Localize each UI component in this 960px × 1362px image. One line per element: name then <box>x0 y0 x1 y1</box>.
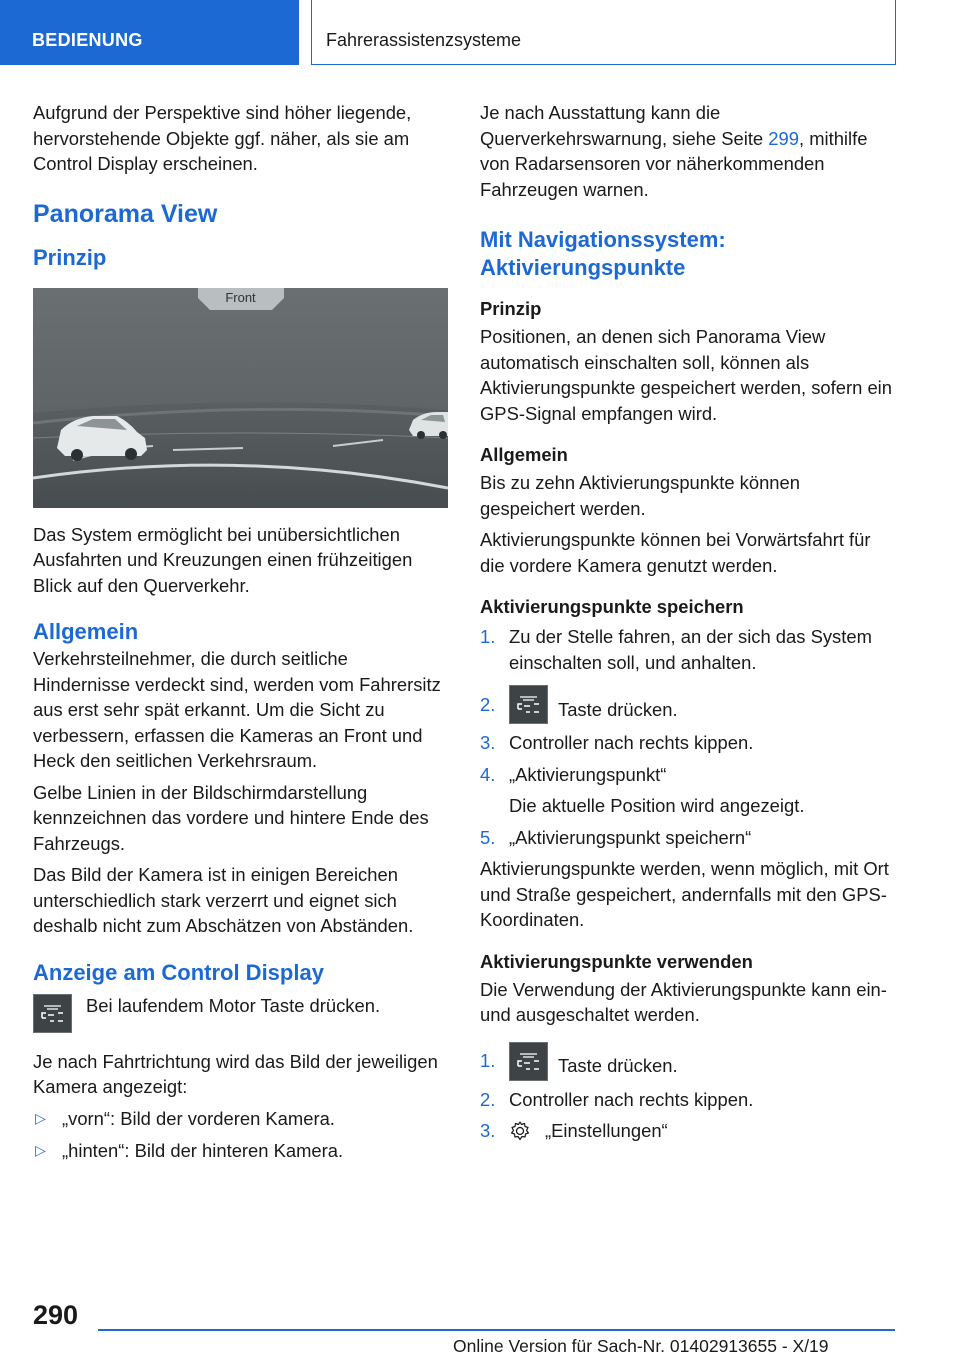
step-number: 4. <box>480 763 496 785</box>
list-item <box>480 825 895 851</box>
right-column <box>480 100 895 1144</box>
general-heading: Allgemein <box>480 444 568 465</box>
general-paragraph-2: Aktivierungspunkte können bei Vorwärtsfahrt für die vordere Kamera genutzt werden. <box>480 529 871 576</box>
step-text: Taste drücken. <box>558 1055 678 1077</box>
panorama-view-key-icon <box>509 1042 548 1081</box>
display-paragraph: Je nach Fahrtrichtung wird das Bild der jeweiligen Kamera angezeigt: <box>33 1050 438 1097</box>
header-section-label: BEDIENUNG <box>32 30 143 50</box>
header-section-tab <box>0 0 299 65</box>
step-number: 1. <box>480 626 496 647</box>
step-4-result: Die aktuelle Position wird angezeigt. <box>509 795 805 816</box>
intro-paragraph: Aufgrund der Perspektive sind höher liegende, hervorstehende Objekte ggf. näher, als sie am Control Display erscheinen. <box>33 102 412 174</box>
step-number: 1. <box>480 1050 496 1072</box>
principle-text: Positionen, an denen sich Panorama View automatisch einschalten soll, können als Aktivierungspunkte gespeichert werden, sofern ein GPS-Signal empfangen wird. <box>480 326 892 424</box>
list-item <box>33 1138 448 1164</box>
step-text: „Aktivierungspunkt“ <box>509 763 667 785</box>
list-item <box>480 1042 895 1081</box>
intro-text-a: Je nach Ausstattung kann die Querverkehrswarnung, siehe Seite <box>480 102 769 149</box>
step-text: „Einstellungen“ <box>545 1120 668 1141</box>
principle-heading: Prinzip <box>480 298 542 319</box>
list-item <box>480 685 895 724</box>
step-number: 2. <box>480 1088 496 1110</box>
list-item <box>480 1118 895 1144</box>
step-number: 2. <box>480 693 496 715</box>
panorama-view-key-icon <box>509 685 548 724</box>
general-paragraph-1: Verkehrsteilnehmer, die durch seitliche Hindernisse verdeckt sind, werden vom Fahrersitz aus erst sehr spät erkannt. Um die Sicht zu verbessern, erfassen die Kameras an Front und Heck den seitlichen Verkehrsraum. <box>33 648 441 771</box>
header-chapter-label: Fahrerassistenzsysteme <box>326 30 522 50</box>
use-paragraph: Die Verwendung der Aktivierungspunkte kann ein- und ausgeschaltet werden. <box>480 978 887 1025</box>
principle-text: Das System ermöglicht bei unübersichtlichen Ausfahrten und Kreuzungen einen frühzeitigen Blick auf den Querverkehr. <box>33 523 413 596</box>
step-text: Controller nach rechts kippen. <box>509 1088 754 1110</box>
step-number: 3. <box>480 732 496 753</box>
bullet-text: „hinten“: Bild der hinteren Kamera. <box>62 1140 344 1161</box>
header-chapter-tab <box>311 0 896 65</box>
list-item <box>33 1106 448 1132</box>
display-key-row <box>33 994 448 1033</box>
save-after-paragraph: Aktivierungspunkte werden, wenn möglich, mit Ort und Straße gespeichert, andernfalls mit den GPS-Koordinaten. <box>480 858 889 930</box>
list-item <box>480 762 895 788</box>
left-column <box>33 100 448 1164</box>
step-number: 5. <box>480 826 496 848</box>
bullet-mark: ▷ <box>35 1109 46 1126</box>
page-number: 290 <box>33 1300 79 1330</box>
footer-version: Online Version für Sach-Nr. 01402913655 - X/19 <box>453 1336 829 1356</box>
page-link[interactable]: 299 <box>768 127 799 149</box>
panorama-camera-image <box>33 288 448 508</box>
list-item <box>480 624 895 675</box>
general-paragraph-2: Gelbe Linien in der Bildschirmdarstellung kennzeichnen das vordere und hintere Ende des Fahrzeugs. <box>33 781 429 854</box>
principle-heading: Prinzip <box>33 244 107 270</box>
step-number: 3. <box>480 1120 496 1141</box>
display-key-text: Bei laufendem Motor Taste drücken. <box>86 994 381 1016</box>
front-label: Front <box>225 289 256 305</box>
step-text: Zu der Stelle fahren, an der sich das System einschalten soll, und anhalten. <box>509 626 872 673</box>
use-heading: Aktivierungspunkte verwenden <box>480 950 753 972</box>
gear-icon <box>509 1120 531 1142</box>
footer-divider <box>98 1329 895 1331</box>
bullet-mark: ▷ <box>35 1142 46 1158</box>
general-paragraph-3: Das Bild der Kamera ist in einigen Bereichen unterschiedlich stark verzerrt und eignet sich deshalb nicht zum Abschätzen von Abständen. <box>33 864 414 936</box>
list-item <box>480 730 895 756</box>
display-heading: Anzeige am Control Display <box>33 959 324 985</box>
section-title: Panorama View <box>33 199 218 228</box>
nav-heading: Mit Navigationssystem: Aktivierungspunkte <box>480 227 726 280</box>
intro-paragraph <box>480 100 895 202</box>
general-paragraph-1: Bis zu zehn Aktivierungspunkte können gespeichert werden. <box>480 472 800 519</box>
step-text: Controller nach rechts kippen. <box>509 732 754 753</box>
step-text: „Aktivierungspunkt speichern“ <box>509 826 752 848</box>
panorama-view-key-icon <box>33 994 72 1033</box>
intro-text-b: , mithilfe von Radarsensoren vor näherkommenden Fahrzeugen warnen. <box>480 127 868 200</box>
general-heading: Allgemein <box>33 619 139 644</box>
save-heading: Aktivierungspunkte speichern <box>480 596 744 617</box>
bullet-text: „vorn“: Bild der vorderen Kamera. <box>62 1107 335 1129</box>
step-text: Taste drücken. <box>558 698 678 720</box>
list-item <box>480 1087 895 1113</box>
